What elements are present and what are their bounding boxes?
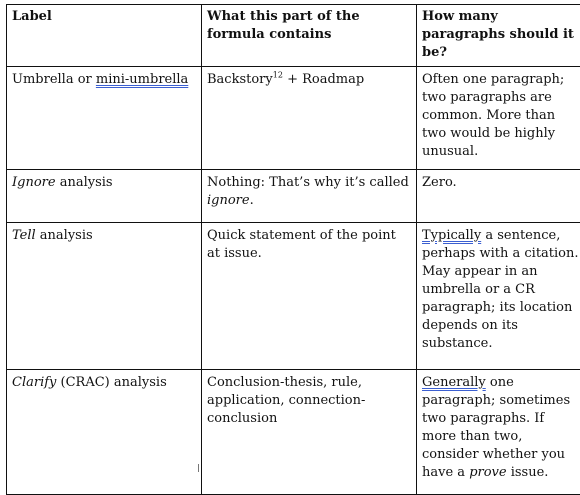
label-italic: Clarify [12,375,56,390]
label-text: analysis [56,175,113,190]
cell-what-ignore [202,170,417,223]
cell-how-ignore: Zero. [417,170,580,223]
label-italic: Ignore [12,175,56,190]
cell-label-ignore [7,170,202,223]
cell-what-umbrella [202,67,417,170]
header-what: What this part of the formula contains [202,5,417,67]
how-underlined-text: Typically [422,228,481,243]
table-row-ignore [7,170,580,223]
formula-table [6,4,580,495]
cell-how-clarify [417,370,580,495]
label-text: Umbrella or [12,72,96,87]
footnote-marker: 12 [273,71,283,80]
cell-what-tell: Quick statement of the point at issue. [202,223,417,370]
cell-how-tell [417,223,580,370]
cell-label-tell [7,223,202,370]
how-text: one paragraph; sometimes two paragraphs. If more than two, consider whether you have a [422,375,570,480]
what-text: Backstory [207,72,273,87]
header-how: How many paragraphs should it be? [417,5,580,67]
label-text: (CRAC) analysis [56,375,166,390]
what-italic: ignore [207,193,250,208]
how-text-end: issue. [507,465,549,480]
text-cursor-mark [198,464,199,472]
header-label: Label [7,5,202,67]
table-row-clarify [7,370,580,495]
what-text: Nothing: That’s why it’s called [207,175,409,190]
table-row-umbrella [7,67,580,170]
cell-label-clarify [7,370,202,495]
cell-label-umbrella [7,67,202,170]
how-text: a sentence, perhaps with a citation. May appear in an umbrella or a CR paragraph; its location depends on its substance. [422,228,579,351]
what-text-end: . [250,193,254,208]
table-row-tell [7,223,580,370]
what-text-end: + Roadmap [283,72,364,87]
how-italic: prove [469,465,506,480]
label-italic: Tell [12,228,36,243]
cell-what-clarify: Conclusion-thesis, rule, application, connection-conclusion [202,370,417,495]
label-text: analysis [36,228,93,243]
label-underlined-text: mini-umbrella [96,72,188,87]
cell-how-umbrella: Often one paragraph; two paragraphs are common. More than two would be highly unusual. [417,67,580,170]
how-underlined-text: Generally [422,375,486,390]
table-header-row [7,5,580,67]
